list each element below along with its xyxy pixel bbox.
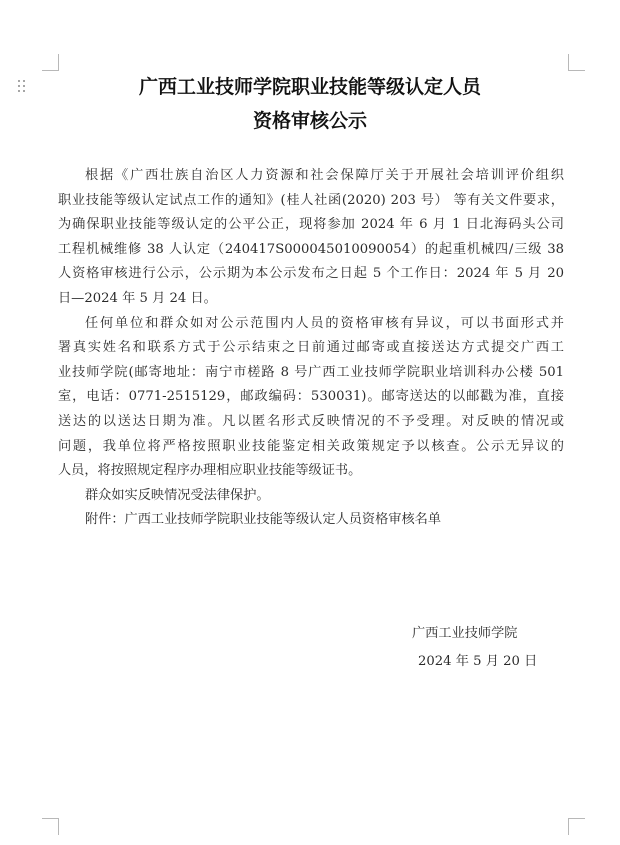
signature-date: 2024 年 5 月 20 日 [418,654,538,669]
page-corner-bottom-left [42,818,59,835]
paragraph-line: 送达的以送达日期为准。凡以匿名形式反映情况的不予受理。对反映的情况或 [58,413,564,429]
paragraph-3: 群众如实反映情况受法律保护。 [85,487,270,503]
page-corner-top-left [42,54,59,71]
page-corner-top-right [568,54,585,71]
document-title: 广西工业技师学院职业技能等级认定人员 [138,76,481,98]
signature-organization: 广西工业技师学院 [412,626,518,641]
paragraph-line: 问题，我单位将严格按照职业技能鉴定相关政策规定予以核查。公示无异议的 [58,438,564,454]
paragraph-line: 人资格审核进行公示，公示期为本公示发布之日起 5 个工作日：2024 年 5 月 20 [58,266,564,282]
attachment-note: 附件：广西工业技师学院职业技能等级认定人员资格审核名单 [85,512,442,528]
paragraph-line: 署真实姓名和联系方式于公示结束之日前通过邮寄或直接送达方式提交广西工 [58,340,564,356]
paragraph-1 [58,164,564,312]
paragraph-line: 室，电话：0771-2515129，邮政编码：530031)。邮寄送达的以邮戳为准，直接 [58,389,564,405]
document-body [58,164,564,533]
paragraph-line: 职业技能等级认定试点工作的通知》(桂人社函(2020) 203 号） 等有关文件要求， [58,192,564,208]
paragraph-line: 任何单位和群众如对公示范围内人员的资格审核有异议，可以书面形式并 [85,315,564,331]
paragraph-line: 业技师学院(邮寄地址：南宁市槎路 8 号广西工业技师学院职业培训科办公楼 501 [58,364,564,380]
paragraph-2 [58,312,564,484]
paragraph-line: 根据《广西壮族自治区人力资源和社会保障厅关于开展社会培训评价组织 [85,168,564,183]
paragraph-line: 日—2024 年 5 月 24 日。 [58,290,217,306]
paragraph-line: 工程机械维修 38 人认定（240417S000045010090054）的起重机械四/三级 38 [58,241,564,257]
paragraph-line: 人员，将按照规定程序办理相应职业技能等级证书。 [58,463,362,479]
document-subtitle: 资格审核公示 [252,110,367,132]
page-corner-bottom-right [568,818,585,835]
paragraph-line: 为确保职业技能等级认定的公平公正，现将参加 2024 年 6 月 1 日北海码头公司 [58,217,564,233]
